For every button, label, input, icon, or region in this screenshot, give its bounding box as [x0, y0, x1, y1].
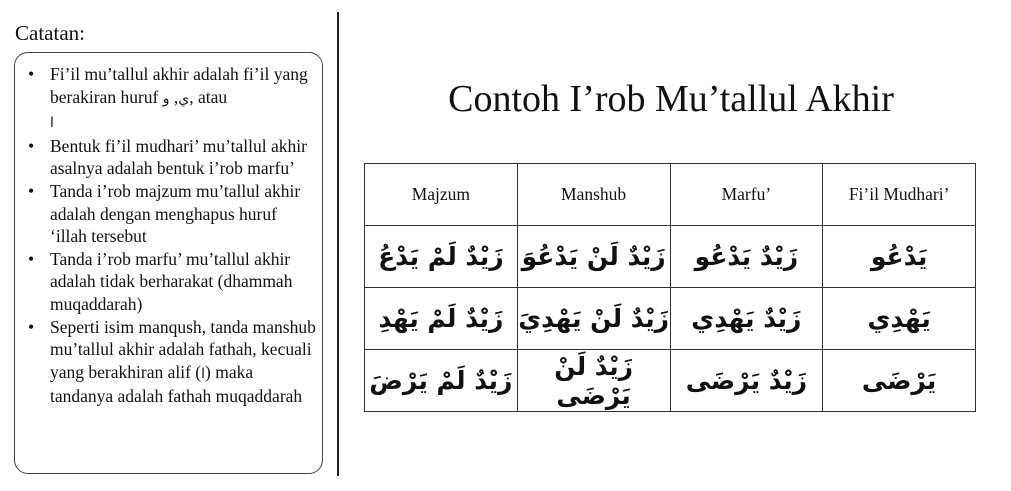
note-1-sep-1: ,: [169, 86, 179, 107]
note-item-2: [26, 135, 316, 180]
note-item-5: [26, 316, 316, 408]
cell-majzum: زَيْدٌ لَمْ يَرْضَ: [365, 350, 518, 412]
note-1-letter-alif: ا: [50, 115, 54, 132]
cell-marfu: زَيْدٌ يَدْعُو: [670, 226, 823, 288]
vertical-divider: [337, 12, 339, 476]
cell-manshub: زَيْدٌ لَنْ يَهْدِيَ: [517, 288, 670, 350]
notes-heading: Catatan:: [15, 21, 85, 45]
note-1-letter-waw: و: [162, 90, 170, 107]
note-2-text: Bentuk fi’il mudhari’ mu’tallul akhir asalnya adalah bentuk i’rob marfu’: [50, 135, 307, 179]
cell-manshub: زَيْدٌ لَنْ يَدْعُوَ: [517, 226, 670, 288]
note-item-4: [26, 248, 316, 316]
cell-marfu: زَيْدٌ يَرْضَى: [670, 350, 823, 412]
cell-fiil-mudhari: يَدْعُو: [823, 226, 976, 288]
bullet-icon: •: [28, 316, 35, 337]
note-1-text: Fi’il mu’tallul akhir adalah fi’il yang berakiran huruf: [50, 64, 308, 107]
page-title: Contoh I’rob Mu’tallul Akhir: [448, 78, 894, 120]
bullet-icon: •: [28, 135, 35, 156]
cell-marfu: زَيْدٌ يَهْدِي: [670, 288, 823, 350]
header-fiil-mudhari: Fi’il Mudhari’: [823, 164, 976, 226]
note-5-letter-alif: ا: [201, 365, 205, 382]
note-4-text: Tanda i’rob marfu’ mu’tallul akhir adalah tidak berharakat (dhammah muqaddarah): [50, 248, 293, 314]
notes-list: [26, 63, 316, 408]
header-marfu: Marfu’: [670, 164, 823, 226]
table-row: [365, 226, 976, 288]
note-1-letter-ya: ي: [178, 90, 190, 107]
table-row: [365, 350, 976, 412]
cell-majzum: زَيْدٌ لَمْ يَدْعُ: [365, 226, 518, 288]
cell-manshub: زَيْدٌ لَنْ يَرْضَى: [517, 350, 670, 412]
bullet-icon: •: [28, 64, 35, 84]
bullet-icon: •: [28, 248, 35, 269]
note-3-text: Tanda i’rob majzum mu’tallul akhir adalah dengan menghapus huruf ‘illah tersebut: [50, 180, 301, 247]
notes-box: [14, 52, 323, 474]
note-1-sep-2: , atau: [189, 86, 228, 107]
note-item-3: [26, 180, 316, 248]
header-manshub: Manshub: [517, 164, 670, 226]
header-majzum: Majzum: [365, 164, 518, 226]
table-header-row: [365, 164, 976, 226]
irob-table: [364, 163, 976, 412]
bullet-icon: •: [28, 180, 35, 201]
note-item-1: [26, 63, 316, 135]
cell-majzum: زَيْدٌ لَمْ يَهْدِ: [365, 288, 518, 350]
note-5-text-after: ) maka tandanya adalah fathah muqaddarah: [50, 361, 303, 407]
note-5-text-before: Seperti isim manqush, tanda manshub mu’tallul akhir adalah fathah, kecuali yang berakhiran alif (: [50, 316, 316, 382]
cell-fiil-mudhari: يَهْدِي: [823, 288, 976, 350]
cell-fiil-mudhari: يَرْضَى: [823, 350, 976, 412]
table-row: [365, 288, 976, 350]
